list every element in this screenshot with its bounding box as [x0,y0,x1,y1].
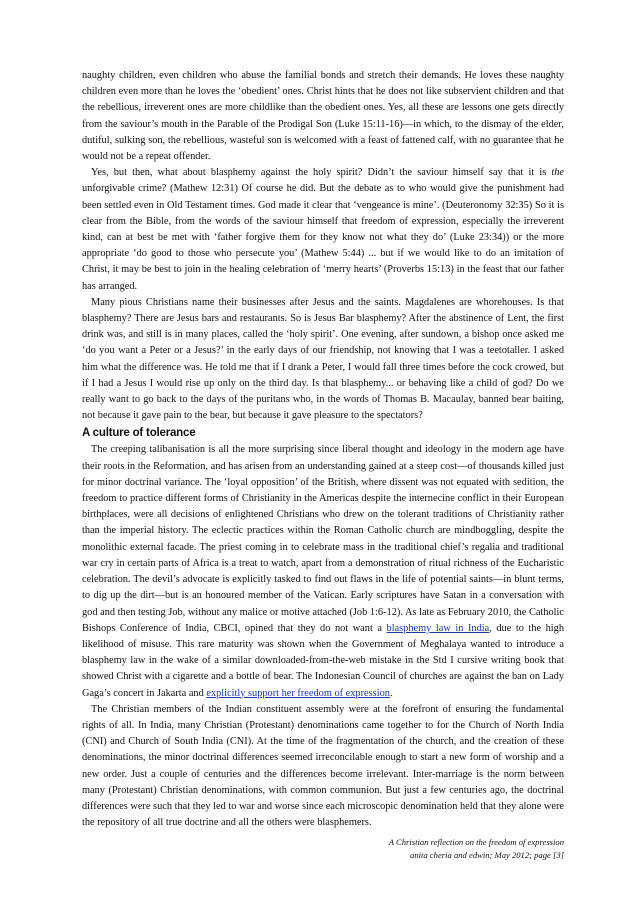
footer-authors-page: anita cheria and edwin; May 2012; page [3] [410,849,564,860]
paragraph-tolerance [82,442,564,701]
link-freedom-of-expression[interactable]: explicitly support her freedom of expression [206,687,390,699]
text: The creeping talibanisation is all the more surprising since liberal thought and ideology in the modern age have their roots in the Reformation, and has arisen from an understanding gained at a steep cost—of thousands killed just for minor doctrinal variance. The ‘loyal opposition’ of the British, where dissent was not equated with sedition, the freedom to practice different forms of Christianity in the Americas despite the internecine conflict in their European birthplaces, were all decisions of enlightened Christians who drew on the tolerant traditions of Christianity rather than the imperial history. The eclectic practices within the Roman Catholic church are mindboggling, despite the monolithic external facade. The priest coming in to celebrate mass in the traditional chief’s regalia and traditional war cry in certain parts of Africa is a treat to watch, apart from a demonstration of ritual richness of the Eucharistic celebration. The devil’s advocate is explicitly tasked to find out flaws in the life of potential saints—in blunt terms, to dig up the dirt—but is an honoured member of the Vatican. Early scriptures have Satan in a conversation with god and then testing Job, without any malice or motive attached (Job 1:6-12). As late as February 2010, the Catholic Bishops Conference of India, CBCI, opined that they do not want a [82,444,564,634]
section-heading: A culture of tolerance [82,427,196,440]
document-body [82,68,564,831]
text: unforgivable crime? (Mathew 12:31) Of course he did. But the debate as to who would give the punishment had been settled even in Old Testament times. God made it clear that ‘vengeance is mine’. (Deuteronomy 32:35) So it is clear from the Bible, from the words of the saviour himself that freedom of expression, especially the irreverent kind, can at best be met with ‘father forgive them for they know not what they do’ (Luke 23:34)) or the more appropriate ‘do good to those who persecute you’ (Mathew 5:44) ... but if we would like to do an imitation of Christ, it may be best to join in the healing celebration of ‘merry hearts’ (Proverbs 15:13) in the feast that our father has arranged. [82,183,564,292]
paragraph-constituent-assembly: The Christian members of the Indian constituent assembly were at the forefront of ensuring the fundamental rights of all. In India, many Christian (Protestant) denominations came together to for the Church of North India (CNI) and Church of South India (CNI). At the time of the fragmentation of the church, and the creation of these denominations, the minor doctrinal differences seemed irreconcilable enough to start a new form of worship and a new order. Just a couple of centuries and the differences become irrelevant. Inter-marriage is the norm between many (Protestant) Christian denominations, with common communion. But just a few centuries ago, the doctrinal differences were such that they led to war and worse since each microscopic denomination held that they alone were the repository of all true doctrine and all the others were blasphemers. [82,703,564,829]
text: Yes, but then, what about blasphemy against the holy spirit? Didn’t the saviour himself say that it is [91,167,552,179]
text: , due to the high likelihood of misuse. This rare maturity was shown when the Government of Meghalaya wanted to introduce a blasphemy law in the wake of a similar downloaded-from-the-web mistake in the Std I cursive writing book that showed Christ with a cigarette and a bottle of bear. The Indonesian Council of churches are against the ban on Lady Gaga’s concert in Jakarta and [82,622,565,699]
page-footer [389,836,564,861]
paragraph-jesus-bars: Many pious Christians name their businesses after Jesus and the saints. Magdalenes are whorehouses. Is that blasphemy? There are Jesus bars and restaurants. So is Jesus Bar blasphemy? After the abstinence of Lent, the first drink was, and still is in many places, called the ‘holy spirit’. One evening, after sundown, a bishop once asked me ‘do you want a Peter or a Jesus?’ in the early days of our friendship, not knowing that I was a teetotaller. I asked him what the difference was. He told me that if I drank a Peter, I would fall three times before the cock crowed, but if I had a Jesus I would rise up only on the third day. Is that blasphemy... or behaving like a child of god? Do we really want to go back to the days of the puritans who, in the words of Thomas B. Macaulay, banned bear baiting, not because it gave pain to the bear, but because it gave pleasure to the spectators? [82,296,564,422]
footer-title: A Christian reflection on the freedom of expression [388,837,564,847]
emphasis-the: the [551,167,564,179]
paragraph-prodigal-son: naughty children, even children who abuse the familial bonds and stretch their demands. He loves these naughty children even more than he loves the ‘obedient’ ones. Christ hints that he does not like subservient children and that the rebellious, irreverent ones are more childlike than the obedient ones. Yes, all these are lessons one gets directly from the saviour’s mouth in the Parable of the Prodigal Son (Luke 15:11-16)—in which, to the dismay of the elder, dutiful, sulking son, the rebellious, wasteful son is welcomed with a feast of fattened calf, with no guarantee that he would not be a repeat offender. [82,70,564,163]
paragraph-blasphemy-holy-spirit [82,165,564,295]
text: . [389,687,393,699]
link-blasphemy-law-india[interactable]: blasphemy law in India [386,622,490,634]
